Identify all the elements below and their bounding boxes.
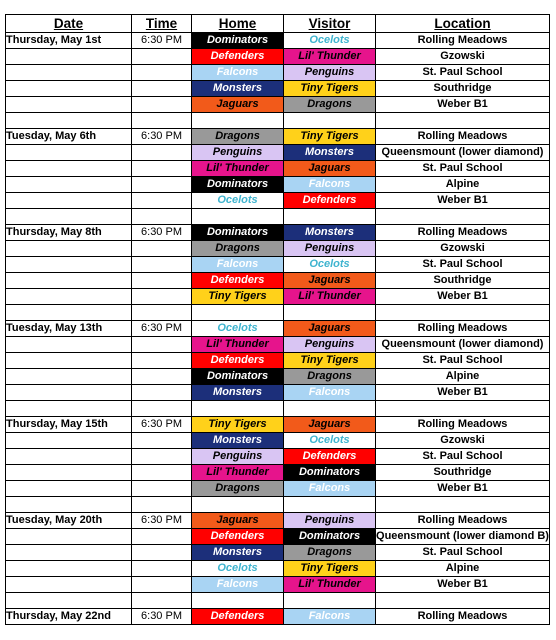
location-cell: Rolling Meadows — [376, 417, 550, 433]
time-cell — [132, 97, 192, 113]
table-row — [6, 241, 550, 257]
table-row — [6, 529, 550, 545]
home-team-cell: Monsters — [192, 385, 284, 401]
time-cell — [132, 497, 192, 513]
table-row — [6, 321, 550, 337]
time-cell — [132, 145, 192, 161]
home-team-cell: Monsters — [192, 433, 284, 449]
table-row — [6, 609, 550, 625]
location-cell: St. Paul School — [376, 161, 550, 177]
home-team-cell — [192, 113, 284, 129]
date-cell — [6, 529, 132, 545]
date-cell — [6, 433, 132, 449]
date-cell: Tuesday, May 6th — [6, 129, 132, 145]
visitor-team-cell: Ocelots — [284, 257, 376, 273]
visitor-team-cell — [284, 497, 376, 513]
visitor-team-cell: Monsters — [284, 145, 376, 161]
location-cell — [376, 497, 550, 513]
location-cell: St. Paul School — [376, 449, 550, 465]
time-cell — [132, 81, 192, 97]
home-team-cell: Lil' Thunder — [192, 337, 284, 353]
home-team-cell: Tiny Tigers — [192, 289, 284, 305]
table-row — [6, 417, 550, 433]
table-row — [6, 177, 550, 193]
visitor-team-cell: Jaguars — [284, 161, 376, 177]
visitor-team-cell: Ocelots — [284, 33, 376, 49]
time-cell — [132, 49, 192, 65]
visitor-team-cell: Falcons — [284, 385, 376, 401]
location-header: Location — [376, 15, 550, 33]
visitor-team-cell: Lil' Thunder — [284, 577, 376, 593]
time-cell — [132, 353, 192, 369]
visitor-team-cell: Tiny Tigers — [284, 353, 376, 369]
visitor-team-cell: Dragons — [284, 97, 376, 113]
time-cell — [132, 273, 192, 289]
time-header: Time — [132, 15, 192, 33]
location-cell: Rolling Meadows — [376, 129, 550, 145]
time-cell — [132, 561, 192, 577]
table-row — [6, 193, 550, 209]
visitor-team-cell: Lil' Thunder — [284, 289, 376, 305]
home-team-cell: Defenders — [192, 353, 284, 369]
time-cell: 6:30 PM — [132, 225, 192, 241]
location-cell: Rolling Meadows — [376, 33, 550, 49]
date-header: Date — [6, 15, 132, 33]
time-cell: 6:30 PM — [132, 609, 192, 625]
date-cell — [6, 193, 132, 209]
time-cell — [132, 577, 192, 593]
visitor-team-cell — [284, 401, 376, 417]
table-row — [6, 593, 550, 609]
home-team-cell: Falcons — [192, 577, 284, 593]
visitor-team-cell: Falcons — [284, 177, 376, 193]
time-cell — [132, 545, 192, 561]
table-row — [6, 289, 550, 305]
location-cell: Rolling Meadows — [376, 609, 550, 625]
date-cell: Tuesday, May 20th — [6, 513, 132, 529]
location-cell: Southridge — [376, 273, 550, 289]
date-cell — [6, 209, 132, 225]
location-cell: Gzowski — [376, 433, 550, 449]
location-cell: Weber B1 — [376, 481, 550, 497]
time-cell — [132, 449, 192, 465]
time-cell — [132, 161, 192, 177]
table-row — [6, 113, 550, 129]
table-row — [6, 561, 550, 577]
table-row — [6, 497, 550, 513]
date-cell — [6, 241, 132, 257]
date-cell — [6, 49, 132, 65]
table-row — [6, 577, 550, 593]
visitor-team-cell: Tiny Tigers — [284, 81, 376, 97]
home-team-cell: Jaguars — [192, 513, 284, 529]
time-cell — [132, 289, 192, 305]
table-row — [6, 145, 550, 161]
location-cell — [376, 401, 550, 417]
visitor-team-cell: Tiny Tigers — [284, 129, 376, 145]
date-cell — [6, 289, 132, 305]
date-cell — [6, 145, 132, 161]
time-cell — [132, 593, 192, 609]
location-cell: Weber B1 — [376, 193, 550, 209]
home-team-cell: Monsters — [192, 81, 284, 97]
date-cell — [6, 449, 132, 465]
home-team-cell — [192, 401, 284, 417]
table-row — [6, 257, 550, 273]
table-row — [6, 225, 550, 241]
location-cell: Alpine — [376, 369, 550, 385]
date-cell — [6, 465, 132, 481]
time-cell: 6:30 PM — [132, 129, 192, 145]
home-team-cell: Ocelots — [192, 193, 284, 209]
location-cell: Gzowski — [376, 49, 550, 65]
visitor-team-cell: Tiny Tigers — [284, 561, 376, 577]
home-team-cell: Dragons — [192, 241, 284, 257]
home-team-cell: Monsters — [192, 545, 284, 561]
home-team-cell: Dominators — [192, 225, 284, 241]
visitor-team-cell: Penguins — [284, 513, 376, 529]
home-team-cell — [192, 209, 284, 225]
location-cell: Alpine — [376, 561, 550, 577]
visitor-team-cell: Ocelots — [284, 433, 376, 449]
time-cell: 6:30 PM — [132, 417, 192, 433]
table-row — [6, 49, 550, 65]
time-cell — [132, 529, 192, 545]
home-team-cell — [192, 593, 284, 609]
visitor-team-cell: Jaguars — [284, 417, 376, 433]
date-cell — [6, 385, 132, 401]
table-row — [6, 433, 550, 449]
location-cell: Queensmount (lower diamond) — [376, 337, 550, 353]
visitor-team-cell: Falcons — [284, 609, 376, 625]
location-cell: St. Paul School — [376, 545, 550, 561]
date-cell: Thursday, May 15th — [6, 417, 132, 433]
time-cell — [132, 369, 192, 385]
home-team-cell: Defenders — [192, 529, 284, 545]
date-cell — [6, 97, 132, 113]
date-cell: Thursday, May 22nd — [6, 609, 132, 625]
home-team-cell: Defenders — [192, 609, 284, 625]
date-cell — [6, 337, 132, 353]
location-cell: Queensmount (lower diamond) — [376, 145, 550, 161]
date-cell — [6, 65, 132, 81]
location-cell: St. Paul School — [376, 353, 550, 369]
home-header: Home — [192, 15, 284, 33]
date-cell — [6, 481, 132, 497]
date-cell — [6, 273, 132, 289]
home-team-cell: Dominators — [192, 369, 284, 385]
home-team-cell: Jaguars — [192, 97, 284, 113]
table-row — [6, 513, 550, 529]
visitor-team-cell — [284, 305, 376, 321]
time-cell — [132, 481, 192, 497]
time-cell — [132, 113, 192, 129]
date-cell — [6, 593, 132, 609]
visitor-team-cell: Defenders — [284, 449, 376, 465]
date-cell — [6, 177, 132, 193]
time-cell — [132, 209, 192, 225]
date-cell: Tuesday, May 13th — [6, 321, 132, 337]
date-cell — [6, 577, 132, 593]
visitor-team-cell: Jaguars — [284, 321, 376, 337]
location-cell: St. Paul School — [376, 65, 550, 81]
home-team-cell: Dragons — [192, 129, 284, 145]
location-cell: St. Paul School — [376, 257, 550, 273]
table-row — [6, 481, 550, 497]
home-team-cell: Tiny Tigers — [192, 417, 284, 433]
table-row — [6, 545, 550, 561]
date-cell — [6, 545, 132, 561]
table-row — [6, 401, 550, 417]
table-row — [6, 129, 550, 145]
home-team-cell: Penguins — [192, 449, 284, 465]
location-cell: Weber B1 — [376, 577, 550, 593]
visitor-team-cell — [284, 593, 376, 609]
table-row — [6, 65, 550, 81]
visitor-team-cell — [284, 209, 376, 225]
table-row — [6, 449, 550, 465]
time-cell — [132, 193, 192, 209]
location-cell: Rolling Meadows — [376, 321, 550, 337]
location-cell: Rolling Meadows — [376, 513, 550, 529]
home-team-cell: Dominators — [192, 33, 284, 49]
time-cell — [132, 257, 192, 273]
visitor-team-cell: Dominators — [284, 529, 376, 545]
table-row — [6, 385, 550, 401]
home-team-cell: Ocelots — [192, 321, 284, 337]
table-row — [6, 273, 550, 289]
home-team-cell: Ocelots — [192, 561, 284, 577]
home-team-cell: Penguins — [192, 145, 284, 161]
location-cell — [376, 593, 550, 609]
visitor-team-cell: Lil' Thunder — [284, 49, 376, 65]
date-cell — [6, 161, 132, 177]
location-cell: Weber B1 — [376, 385, 550, 401]
time-cell — [132, 433, 192, 449]
date-cell — [6, 353, 132, 369]
date-cell — [6, 257, 132, 273]
visitor-team-cell: Dominators — [284, 465, 376, 481]
time-cell — [132, 305, 192, 321]
table-row — [6, 33, 550, 49]
date-cell — [6, 369, 132, 385]
home-team-cell — [192, 497, 284, 513]
date-cell: Thursday, May 8th — [6, 225, 132, 241]
visitor-team-cell: Penguins — [284, 65, 376, 81]
table-row — [6, 305, 550, 321]
home-team-cell: Dominators — [192, 177, 284, 193]
location-cell — [376, 305, 550, 321]
table-row — [6, 161, 550, 177]
location-cell: Weber B1 — [376, 97, 550, 113]
date-cell — [6, 561, 132, 577]
date-cell: Thursday, May 1st — [6, 33, 132, 49]
schedule-table — [5, 14, 550, 625]
table-row — [6, 369, 550, 385]
location-cell: Alpine — [376, 177, 550, 193]
visitor-team-cell: Penguins — [284, 241, 376, 257]
visitor-team-cell: Defenders — [284, 193, 376, 209]
time-cell: 6:30 PM — [132, 321, 192, 337]
time-cell — [132, 177, 192, 193]
location-cell — [376, 209, 550, 225]
table-row — [6, 81, 550, 97]
table-row — [6, 97, 550, 113]
date-cell — [6, 81, 132, 97]
table-row — [6, 353, 550, 369]
visitor-team-cell: Dragons — [284, 545, 376, 561]
home-team-cell: Lil' Thunder — [192, 161, 284, 177]
location-cell — [376, 113, 550, 129]
visitor-header: Visitor — [284, 15, 376, 33]
time-cell: 6:30 PM — [132, 33, 192, 49]
time-cell: 6:30 PM — [132, 513, 192, 529]
home-team-cell: Lil' Thunder — [192, 465, 284, 481]
visitor-team-cell: Monsters — [284, 225, 376, 241]
table-row — [6, 337, 550, 353]
home-team-cell: Defenders — [192, 49, 284, 65]
time-cell — [132, 337, 192, 353]
time-cell — [132, 465, 192, 481]
header-row — [6, 15, 550, 33]
location-cell: Queensmount (lower diamond B) — [376, 529, 550, 545]
date-cell — [6, 497, 132, 513]
location-cell: Southridge — [376, 81, 550, 97]
date-cell — [6, 305, 132, 321]
home-team-cell: Defenders — [192, 273, 284, 289]
schedule-body — [6, 33, 550, 625]
time-cell — [132, 385, 192, 401]
visitor-team-cell: Falcons — [284, 481, 376, 497]
visitor-team-cell — [284, 113, 376, 129]
visitor-team-cell: Penguins — [284, 337, 376, 353]
location-cell: Weber B1 — [376, 289, 550, 305]
home-team-cell — [192, 305, 284, 321]
date-cell — [6, 113, 132, 129]
time-cell — [132, 401, 192, 417]
location-cell: Gzowski — [376, 241, 550, 257]
table-row — [6, 465, 550, 481]
table-row — [6, 209, 550, 225]
home-team-cell: Falcons — [192, 257, 284, 273]
time-cell — [132, 241, 192, 257]
visitor-team-cell: Dragons — [284, 369, 376, 385]
home-team-cell: Dragons — [192, 481, 284, 497]
location-cell: Southridge — [376, 465, 550, 481]
home-team-cell: Falcons — [192, 65, 284, 81]
location-cell: Rolling Meadows — [376, 225, 550, 241]
visitor-team-cell: Jaguars — [284, 273, 376, 289]
date-cell — [6, 401, 132, 417]
time-cell — [132, 65, 192, 81]
